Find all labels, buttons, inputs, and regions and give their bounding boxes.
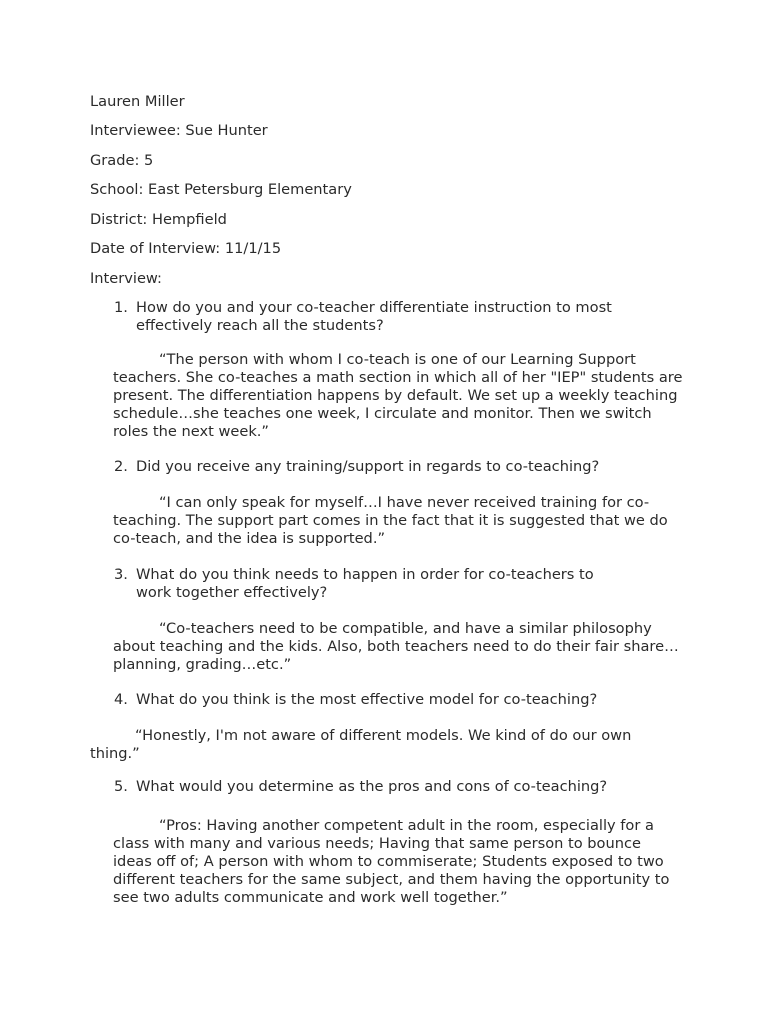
question-text: [136, 778, 656, 796]
answer-text: “The person with whom I co-teach is one of our Learning Support teachers. She co-teaches a math section in which all of her "IEP" students are present. The differentiation happens by default. We set up a weekly teaching schedule…she teaches one week, I circulate and monitor. Then we switch roles the next week.”: [113, 351, 683, 440]
grade-line: Grade: 5: [90, 152, 154, 169]
author-name: Lauren Miller: [90, 93, 185, 110]
answer-text: “Honestly, I'm not aware of different models. We kind of do our own thing.”: [90, 727, 632, 762]
interviewee-line: Interviewee: Sue Hunter: [90, 122, 268, 139]
question-line: What would you determine as the pros and cons of co-teaching?: [136, 778, 608, 795]
answer-text: “I can only speak for myself…I have never received training for co-teaching. The support part comes in the fact that it is suggested that we do co-teach, and the idea is supported.”: [113, 494, 668, 547]
question-line: Did you receive any training/support in regards to co-teaching?: [136, 458, 600, 475]
question-number: 3.: [114, 566, 128, 583]
district-line: District: Hempfield: [90, 211, 227, 228]
question-line: What do you think needs to happen in order for co-teachers to: [136, 566, 594, 583]
interview-label: Interview:: [90, 270, 162, 287]
question-text: [136, 299, 656, 335]
question-line: How do you and your co-teacher differentiate instruction to most: [136, 299, 612, 316]
question-number: 2.: [114, 458, 128, 475]
answer-text: “Co-teachers need to be compatible, and have a similar philosophy about teaching and the kids. Also, both teachers need to do their fair share…planning, grading…etc.”: [113, 620, 679, 673]
school-line: School: East Petersburg Elementary: [90, 181, 352, 198]
question-line: What do you think is the most effective model for co-teaching?: [136, 691, 598, 708]
question-text: [136, 691, 656, 709]
question-number: 4.: [114, 691, 128, 708]
question-text: [136, 458, 656, 476]
question-number: 5.: [114, 778, 128, 795]
question-line: work together effectively?: [136, 584, 328, 601]
interview-date-line: Date of Interview: 11/1/15: [90, 240, 282, 257]
question-line: effectively reach all the students?: [136, 317, 384, 334]
answer-text: “Pros: Having another competent adult in the room, especially for a class with many and various needs; Having that same person to bounce ideas off of; A person with whom to commiserate; Students exposed to two different teachers for the same subject, and them having the opportunity to see two adults communicate and work well together.”: [113, 817, 670, 906]
question-number: 1.: [114, 299, 128, 316]
question-text: [136, 566, 656, 602]
